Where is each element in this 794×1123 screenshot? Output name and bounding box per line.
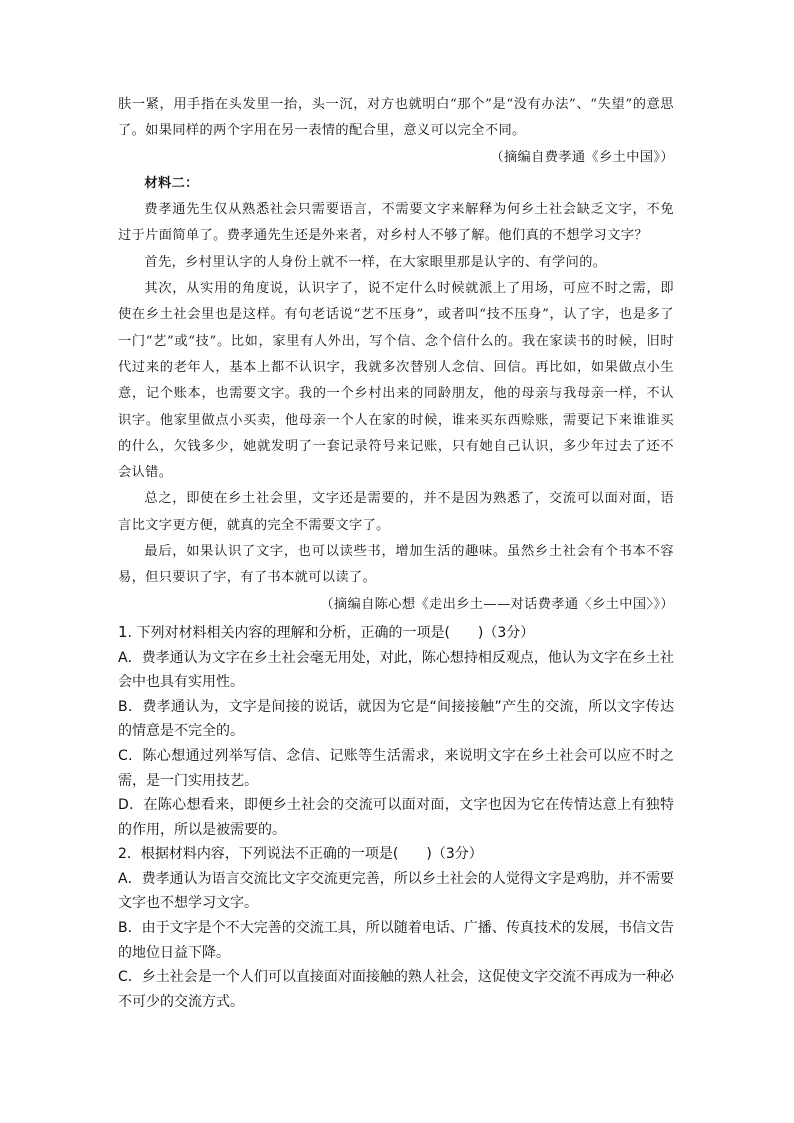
question-option: B．由于文字是个不大完善的交流工具，所以随着电话、广播、传真技术的发展，书信文告的地位日益下降。 <box>118 920 674 961</box>
question-option: C．陈心想通过列举写信、念信、记账等生活需求，来说明文字在乡土社会可以应不时之需，是一门实用技艺。 <box>118 747 674 789</box>
material-two-paragraph: 总之，即使在乡土社会里，文字还是需要的，并不是因为熟悉了，交流可以面对面，语言比文字更方便，就真的完全不需要文字了。 <box>118 491 674 533</box>
material-one-continuation: 肤一紧，用手指在头发里一抬，头一沉，对方也就明白“那个”是“没有办法”、“失望”的意思了。如果同样的两个字用在另一表情的配合里，意义可以完全不同。 <box>118 97 674 139</box>
question-number: 2 <box>118 846 127 863</box>
material-two-paragraph: 最后，如果认识了文字，也可以读些书，增加生活的趣味。虽然乡土社会有个书本不容易，但只要识了字，有了书本就可以读了。 <box>118 544 674 586</box>
material-one-tail <box>118 92 674 171</box>
question-option: D．在陈心想看来，即便乡土社会的交流可以面对面，文字也因为它在传情达意上有独特的作用，所以是被需要的。 <box>118 797 674 838</box>
document-page <box>118 92 674 1014</box>
question-number: 1 <box>118 622 128 641</box>
question-stem <box>118 620 674 646</box>
question-stem <box>118 842 674 867</box>
material-two-source: （摘编自陈心想《走出乡土——对话费孝通〈乡土中国〉》） <box>320 596 674 612</box>
question-list <box>118 620 674 1015</box>
question-option: A．费孝通认为语言交流比文字交流更完善，所以乡土社会的人觉得文字是鸡肋，并不需要文字也不想学习文字。 <box>118 870 674 912</box>
question-option: C．乡土社会是一个人们可以直接面对面接触的熟人社会，这促使文字交流不再成为一种必不可少的交流方式。 <box>118 969 674 1010</box>
material-two-heading: 材料二： <box>144 175 199 191</box>
material-two <box>118 171 674 618</box>
question-stem-text: . 下列对材料相关内容的理解和分析，正确的一项是( )（3分） <box>127 624 535 641</box>
material-one-source: （摘编自费孝通《乡土中国》） <box>490 149 674 165</box>
question-option: B．费孝通认为，文字是间接的说话，就因为它是“间接接触”产生的交流，所以文字传达的情意是不完全的。 <box>118 698 674 740</box>
question-stem-text: ．根据材料内容，下列说法不正确的一项是( )（3分） <box>126 846 483 863</box>
material-two-paragraph: 其次，从实用的角度说，认识字了，说不定什么时候就派上了用场，可应不时之需，即使在乡土社会里也是这样。有句老话说“艺不压身”，或者叫“技不压身”，认了字，也是多了一门“艺”或“技”。比如，家里有人外出，写个信、念个信什么的。我在家读书的时候，旧时代过来的老年人，基本上都不认识字，我就多次替别人念信、回信。再比如，如果做点小生意，记个账本，也需要文字。我的一个乡村出来的同龄朋友，他的母亲与我母亲一样，不认识字。他家里做点小买卖，他母亲一个人在家的时候，谁来买东西赊账，需要记下来谁谁买的什么，欠钱多少，她就发明了一套记录符号来记账，只有她自己认识，多少年过去了还不会认错。 <box>118 281 674 481</box>
question-option: A．费孝通认为文字在乡土社会毫无用处，对此，陈心想持相反观点，他认为文字在乡土社会中也具有实用性。 <box>118 649 674 691</box>
material-two-paragraph: 费孝通先生仅从熟悉社会只需要语言，不需要文字来解释为何乡土社会缺乏文字，不免过于片面简单了。费孝通先生还是外来者，对乡村人不够了解。他们真的不想学习文字？ <box>118 202 674 244</box>
material-two-paragraph: 首先，乡村里认字的人身份上就不一样，在大家眼里那是认字的、有学问的。 <box>144 254 607 270</box>
